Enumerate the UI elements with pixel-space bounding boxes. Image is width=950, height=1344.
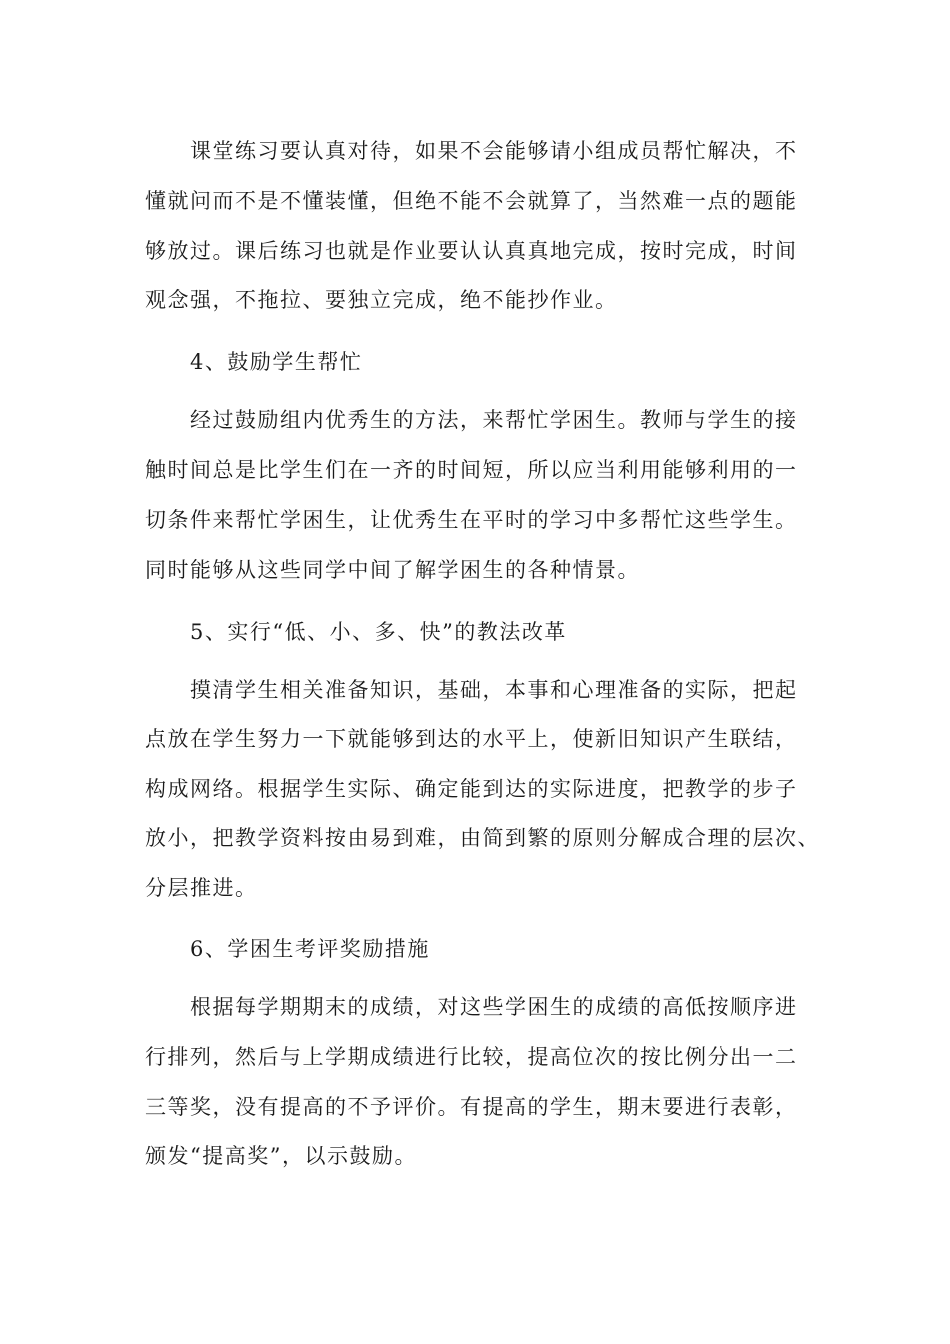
paragraph-line: 行排列，然后与上学期成绩进行比较，提高位次的按比例分出一二 xyxy=(145,1045,798,1069)
paragraph-line: 三等奖，没有提高的不予评价。有提高的学生，期末要进行表彰， xyxy=(145,1095,798,1119)
paragraph-line: 懂就问而不是不懂装懂，但绝不能不会就算了，当然难一点的题能 xyxy=(145,189,798,213)
paragraph-line: 同时能够从这些同学中间了解学困生的各种情景。 xyxy=(145,558,640,582)
section-heading: 6、学困生考评奖励措施 xyxy=(190,937,430,961)
paragraph-line: 颁发“提高奖”，以示鼓励。 xyxy=(145,1144,417,1168)
paragraph-line: 经过鼓励组内优秀生的方法，来帮忙学困生。教师与学生的接 xyxy=(190,408,798,432)
paragraph-line: 点放在学生努力一下就能够到达的水平上，使新旧知识产生联结， xyxy=(145,727,798,751)
section-heading: 5、实行“低、小、多、快”的教法改革 xyxy=(190,620,567,644)
paragraph-line: 摸清学生相关准备知识，基础，本事和心理准备的实际，把起 xyxy=(190,678,798,702)
paragraph-line: 放小，把教学资料按由易到难，由简到繁的原则分解成合理的层次、 xyxy=(145,826,820,850)
paragraph-line: 够放过。课后练习也就是作业要认认真真地完成，按时完成，时间 xyxy=(145,239,798,263)
paragraph-line: 切条件来帮忙学困生，让优秀生在平时的学习中多帮忙这些学生。 xyxy=(145,508,798,532)
paragraph-line: 课堂练习要认真对待，如果不会能够请小组成员帮忙解决，不 xyxy=(190,139,798,163)
paragraph-line: 观念强，不拖拉、要独立完成，绝不能抄作业。 xyxy=(145,288,618,312)
paragraph-line: 构成网络。根据学生实际、确定能到达的实际进度，把教学的步子 xyxy=(145,777,798,801)
paragraph-line: 根据每学期期末的成绩，对这些学困生的成绩的高低按顺序进 xyxy=(190,995,798,1019)
section-heading: 4、鼓励学生帮忙 xyxy=(190,350,363,374)
paragraph-line: 触时间总是比学生们在一齐的时间短，所以应当利用能够利用的一 xyxy=(145,458,798,482)
paragraph-line: 分层推进。 xyxy=(145,876,258,900)
